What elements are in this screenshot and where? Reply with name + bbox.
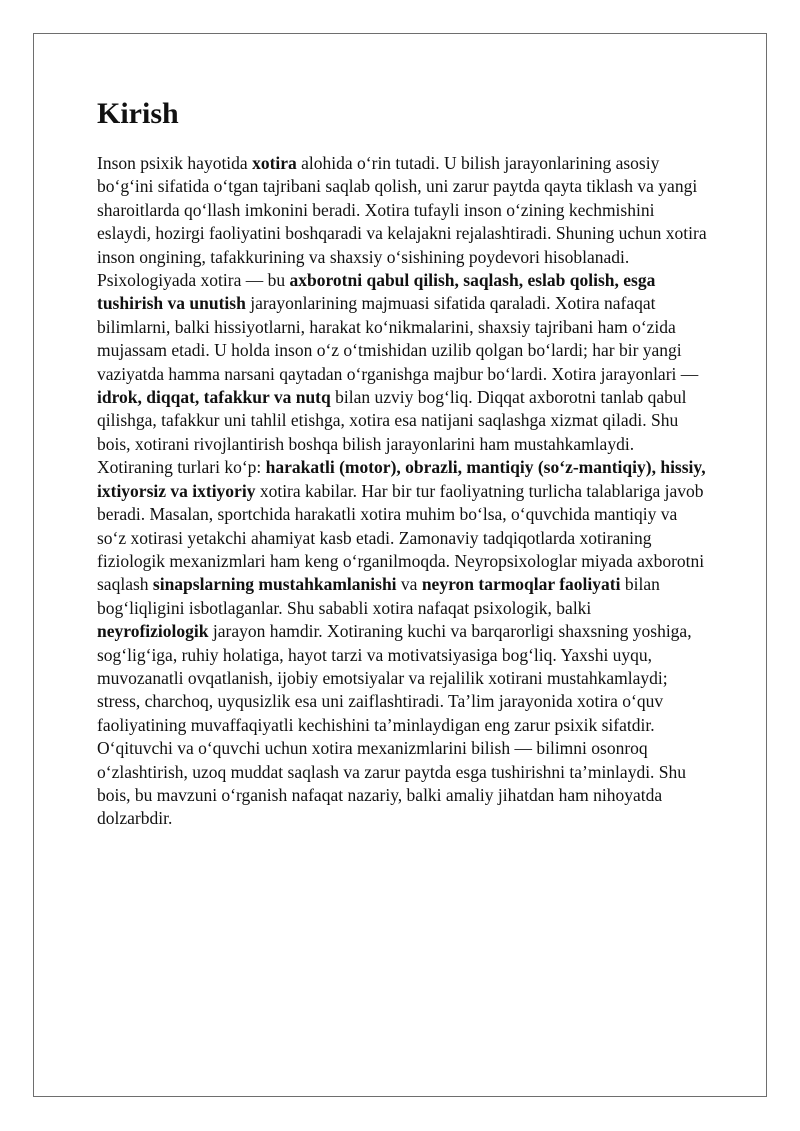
bold-term: idrok, diqqat, tafakkur va nutq	[97, 387, 331, 408]
bold-term: xotira	[252, 153, 297, 173]
text-run: alohida o‘rin tutadi. U bilish jarayonlarining asosiy bo‘g‘ini sifatida o‘tgan tajribani saqlab qolish, uni zarur paytda qayta tiklash va yangi sharoitlarda qo‘llash imkonini beradi. Xotira tufayli inson o‘zining kechmishini eslaydi, hozirgi faoliyatini boshqaradi va kelajakni rejalashtiradi. Shuning uchun xotira inson ongining, tafakkurining va shaxsiy o‘sishining poydevori hisoblanadi. Psixologiyada xotira — bu	[97, 153, 707, 291]
text-run: xotira kabilar. Har bir tur faoliyatning turlicha talablariga javob beradi. Masalan, sportchida harakatli xotira muhim bo‘lsa, o‘quvchida mantiqiy va so‘z xotirasi yetakchi ahamiyat kasb etadi. Zamonaviy tadqiqotlarda xotiraning fiziologik mexanizmlari ham keng o‘rganilmoqda. Neyropsixologlar miyada axborotni saqlash	[97, 480, 705, 595]
text-run: jarayon hamdir. Xotiraning kuchi va barqarorligi shaxsning yoshiga, sog‘lig‘iga, ruhiy holatiga, hayot tarzi va motivatsiyasiga bog‘liq. Yaxshi uyqu, muvozanatli ovqatlanish, ijobiy emotsiyalar va rejalilik xotirani mustahkamlaydi; stress, charchoq, uyqusizlik esa uni zaiflashtiradi. Ta’lim jarayonida xotira o‘quv faoliyatining muvaffaqiyatli kechishini ta’minlaydigan eng zarur psixik sifatdir. O‘qituvchi va o‘quvchi uchun xotira mexanizmlarini bilish — bilimni osonroq o‘zlashtirish, uzoq muddat saqlash va zarur paytda esga tushirishni ta’minlaydi. Shu bois, bu mavzuni o‘rganish nafaqat nazariy, balki amaliy jihatdan ham nihoyatda dolzarbdir.	[97, 621, 692, 829]
body-paragraph	[97, 152, 707, 831]
text-run: jarayonlarining majmuasi sifatida qaraladi. Xotira nafaqat bilimlarni, balki hissiyotlarni, harakat ko‘nikmalarini, shaxsiy tajribani ham o‘zida mujassam etadi. U holda inson o‘z o‘tmishidan uzilib qolgan bo‘lardi; har bir yangi vaziyatda hamma narsani qaytadan o‘rganishga majbur bo‘lardi. Xotira jarayonlari —	[97, 293, 699, 384]
text-run: Inson psixik hayotida	[97, 153, 253, 173]
bold-term: neyron tarmoqlar faoliyati	[421, 574, 621, 595]
bold-term: harakatli (motor), obrazli, mantiqiy (so‘z-mantiqiy), hissiy, ixtiyorsiz va ixtiyoriy	[97, 457, 706, 501]
text-run: bilan bog‘liqligini isbotlaganlar. Shu sababli xotira nafaqat psixologik, balki	[97, 574, 660, 618]
bold-term: neyrofiziologik	[97, 621, 209, 642]
section-heading: Kirish	[97, 97, 179, 130]
bold-term: axborotni qabul qilish, saqlash, eslab qolish, esga tushirish va unutish	[97, 270, 656, 314]
document-content	[97, 96, 707, 831]
text-run: va	[396, 574, 422, 595]
bold-term: sinapslarning mustahkamlanishi	[152, 574, 397, 595]
text-run: bilan uzviy bog‘liq. Diqqat axborotni tanlab qabul qilishga, tafakkur uni tahlil etishga, xotira esa natijani saqlashga xizmat qiladi. Shu bois, xotirani rivojlantirish boshqa bilish jarayonlarini ham mustahkamlaydi. Xotiraning turlari ko‘p:	[97, 387, 687, 478]
